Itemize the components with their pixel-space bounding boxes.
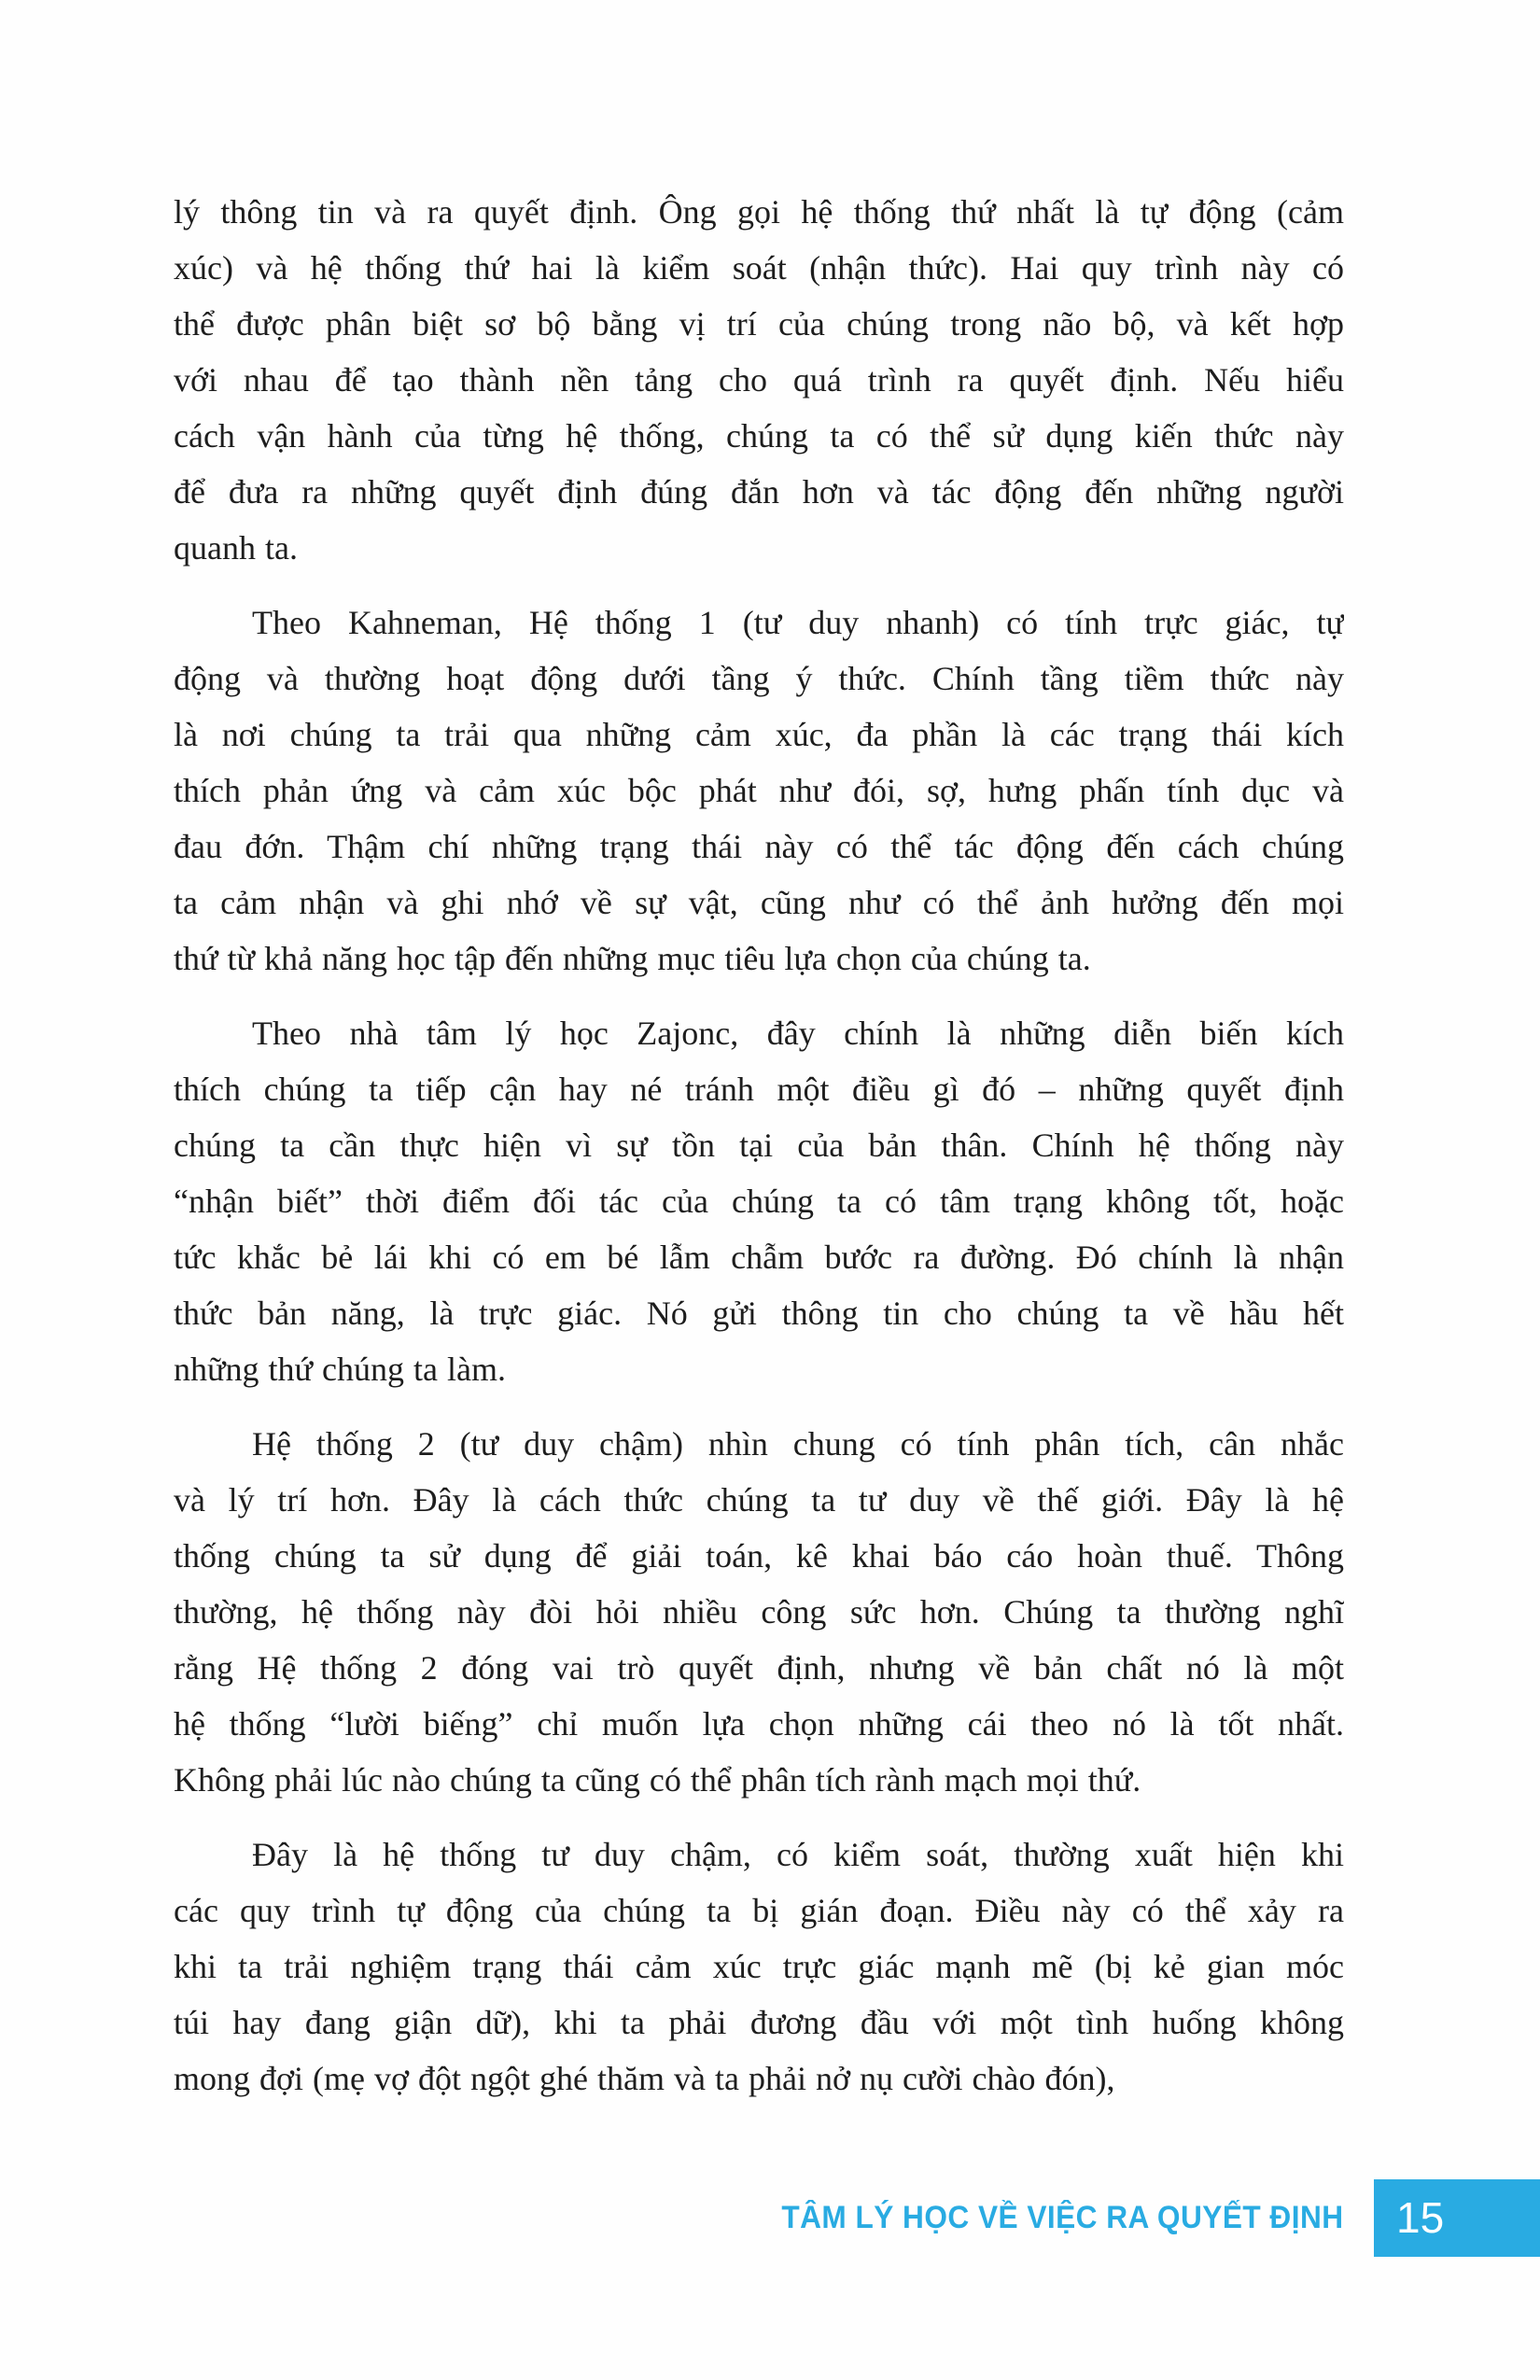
text-line: Theo nhà tâm lý học Zajonc, đây chính là những diễn biến kích	[252, 1015, 1344, 1052]
text-line: khi ta trải nghiệm trạng thái cảm xúc trực giác mạnh mẽ (bị kẻ gian móc	[174, 1948, 1344, 1985]
paragraph	[174, 1827, 1344, 2107]
paragraph	[174, 1416, 1344, 1808]
page-body-text	[174, 184, 1344, 2107]
text-line: Đây là hệ thống tư duy chậm, có kiểm soát, thường xuất hiện khi	[252, 1836, 1344, 1873]
text-line: và lý trí hơn. Đây là cách thức chúng ta tư duy về thế giới. Đây là hệ	[174, 1481, 1344, 1519]
text-line: thường, hệ thống này đòi hỏi nhiều công sức hơn. Chúng ta thường nghĩ	[174, 1593, 1344, 1631]
text-line: thích phản ứng và cảm xúc bộc phát như đói, sợ, hưng phấn tính dục và	[174, 772, 1344, 809]
text-line: những thứ chúng ta làm.	[174, 1351, 506, 1388]
text-line: thể được phân biệt sơ bộ bằng vị trí của chúng trong não bộ, và kết hợp	[174, 305, 1344, 343]
running-head: TÂM LÝ HỌC VỀ VIỆC RA QUYẾT ĐỊNH	[781, 2200, 1344, 2235]
text-line: hệ thống “lười biếng” chỉ muốn lựa chọn những cái theo nó là tốt nhất.	[174, 1705, 1344, 1743]
text-line: động và thường hoạt động dưới tầng ý thức. Chính tầng tiềm thức này	[174, 660, 1344, 697]
text-line: mong đợi (mẹ vợ đột ngột ghé thăm và ta phải nở nụ cười chào đón),	[174, 2060, 1115, 2097]
text-line: túi hay đang giận dữ), khi ta phải đương đầu với một tình huống không	[174, 2004, 1344, 2041]
text-line: với nhau để tạo thành nền tảng cho quá trình ra quyết định. Nếu hiểu	[174, 361, 1344, 399]
text-line: để đưa ra những quyết định đúng đắn hơn và tác động đến những người	[174, 473, 1344, 511]
text-line: Theo Kahneman, Hệ thống 1 (tư duy nhanh) có tính trực giác, tự	[252, 604, 1344, 641]
text-line: thống chúng ta sử dụng để giải toán, kê khai báo cáo hoàn thuế. Thông	[174, 1537, 1344, 1575]
page-number-box	[1374, 2179, 1540, 2257]
page-number: 15	[1396, 2193, 1445, 2242]
text-line: “nhận biết” thời điểm đối tác của chúng ta có tâm trạng không tốt, hoặc	[174, 1183, 1344, 1220]
text-line: Không phải lúc nào chúng ta cũng có thể phân tích rành mạch mọi thứ.	[174, 1761, 1141, 1799]
text-line: chúng ta cần thực hiện vì sự tồn tại của bản thân. Chính hệ thống này	[174, 1127, 1344, 1164]
paragraph	[174, 595, 1344, 987]
paragraph	[174, 1005, 1344, 1397]
text-line: tức khắc bẻ lái khi có em bé lẫm chẫm bước ra đường. Đó chính là nhận	[174, 1239, 1344, 1276]
text-line: thức bản năng, là trực giác. Nó gửi thông tin cho chúng ta về hầu hết	[174, 1295, 1344, 1332]
text-line: thứ từ khả năng học tập đến những mục tiêu lựa chọn của chúng ta.	[174, 940, 1091, 977]
text-line: các quy trình tự động của chúng ta bị gián đoạn. Điều này có thể xảy ra	[174, 1892, 1344, 1929]
text-line: lý thông tin và ra quyết định. Ông gọi hệ thống thứ nhất là tự động (cảm	[174, 193, 1344, 231]
paragraph	[174, 184, 1344, 576]
text-line: rằng Hệ thống 2 đóng vai trò quyết định, nhưng về bản chất nó là một	[174, 1649, 1344, 1687]
text-line: Hệ thống 2 (tư duy chậm) nhìn chung có tính phân tích, cân nhắc	[252, 1425, 1344, 1463]
text-line: ta cảm nhận và ghi nhớ về sự vật, cũng như có thể ảnh hưởng đến mọi	[174, 884, 1344, 921]
text-line: cách vận hành của từng hệ thống, chúng ta có thể sử dụng kiến thức này	[174, 417, 1344, 455]
text-line: xúc) và hệ thống thứ hai là kiểm soát (nhận thức). Hai quy trình này có	[174, 249, 1344, 287]
text-line: đau đớn. Thậm chí những trạng thái này có thể tác động đến cách chúng	[174, 828, 1344, 865]
text-line: là nơi chúng ta trải qua những cảm xúc, đa phần là các trạng thái kích	[174, 716, 1344, 753]
text-line: quanh ta.	[174, 529, 298, 567]
text-line: thích chúng ta tiếp cận hay né tránh một điều gì đó – những quyết định	[174, 1071, 1344, 1108]
